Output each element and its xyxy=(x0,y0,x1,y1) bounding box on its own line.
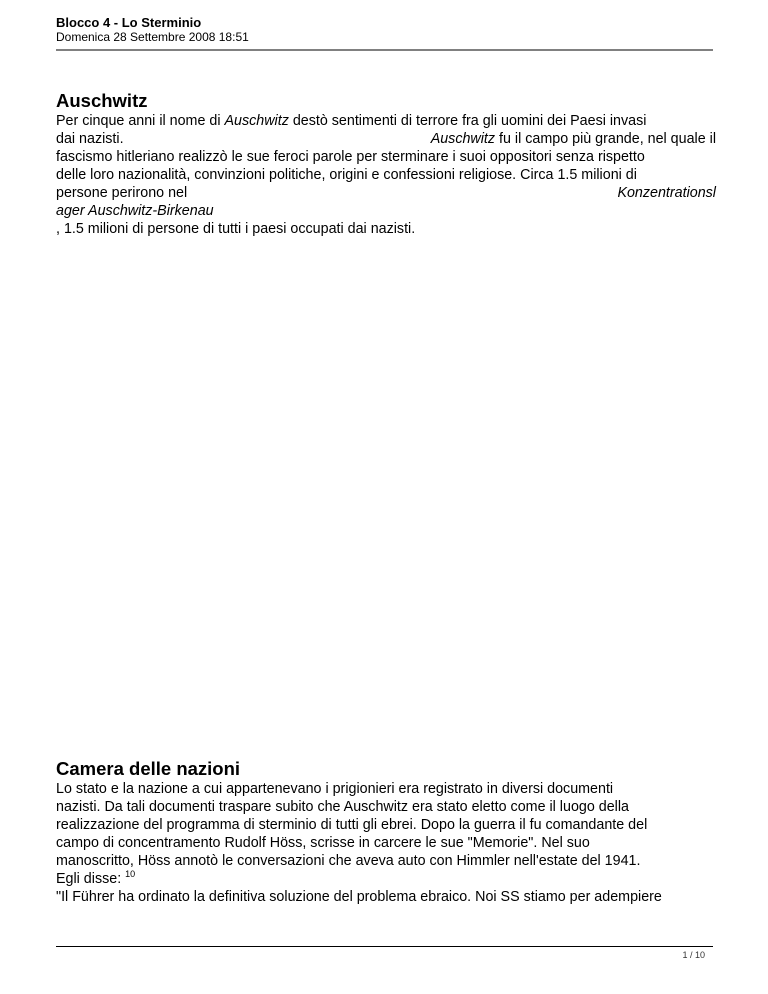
section-auschwitz xyxy=(56,90,716,238)
paragraph-camera xyxy=(56,780,716,906)
text-line: fascismo hitleriano realizzò le sue feroci parole per sterminare i suoi oppositori senza rispetto xyxy=(56,149,645,165)
text-line: Per cinque anni il nome di Auschwitz destò sentimenti di terrore fra gli uomini dei Paesi invasi xyxy=(56,113,647,129)
header-divider xyxy=(56,49,713,51)
page-number: 1 / 10 xyxy=(682,950,705,960)
page-header xyxy=(56,15,711,44)
text-line: Lo stato e la nazione a cui appartenevano i prigionieri era registrato in diversi documenti xyxy=(56,781,614,797)
text-line: "Il Führer ha ordinato la definitiva soluzione del problema ebraico. Noi SS stiamo per adempiere xyxy=(56,889,662,905)
footer-divider xyxy=(56,946,713,947)
section-camera-nazioni xyxy=(56,758,716,906)
text-line: nazisti. Da tali documenti traspare subito che Auschwitz era stato eletto come il luogo della xyxy=(56,799,629,815)
text-line: , 1.5 milioni di persone di tutti i paesi occupati dai nazisti. xyxy=(56,221,416,237)
text-line: realizzazione del programma di sterminio di tutti gli ebrei. Dopo la guerra il fu comandante del xyxy=(56,817,648,833)
text-line: Egli disse: $^{10}$ xyxy=(56,869,136,887)
footnote-ref[interactable]: 10 xyxy=(125,869,136,879)
paragraph-auschwitz xyxy=(56,112,716,238)
section-heading-auschwitz: Auschwitz xyxy=(56,90,148,111)
text-line: campo di concentramento Rudolf Höss, scrisse in carcere le sue "Memorie". Nel suo xyxy=(56,835,590,851)
header-title: Blocco 4 - Lo Sterminio xyxy=(56,15,202,30)
text-line: ager Auschwitz-Birkenau xyxy=(56,203,214,219)
text-line: manoscritto, Höss annotò le conversazioni che aveva auto con Himmler nell'estate del 1941. xyxy=(56,853,641,869)
text-line: dai nazisti. Auschwitz fu il campo più grande, nel quale il xyxy=(56,131,716,147)
header-date: Domenica 28 Settembre 2008 18:51 xyxy=(56,30,249,44)
text-line: delle loro nazionalità, convinzioni politiche, origini e confessioni religiose. Circa 1.5 milioni di xyxy=(56,167,637,183)
text-line: persone perirono nel Konzentrationsl xyxy=(56,185,716,201)
section-heading-camera: Camera delle nazioni xyxy=(56,758,241,779)
